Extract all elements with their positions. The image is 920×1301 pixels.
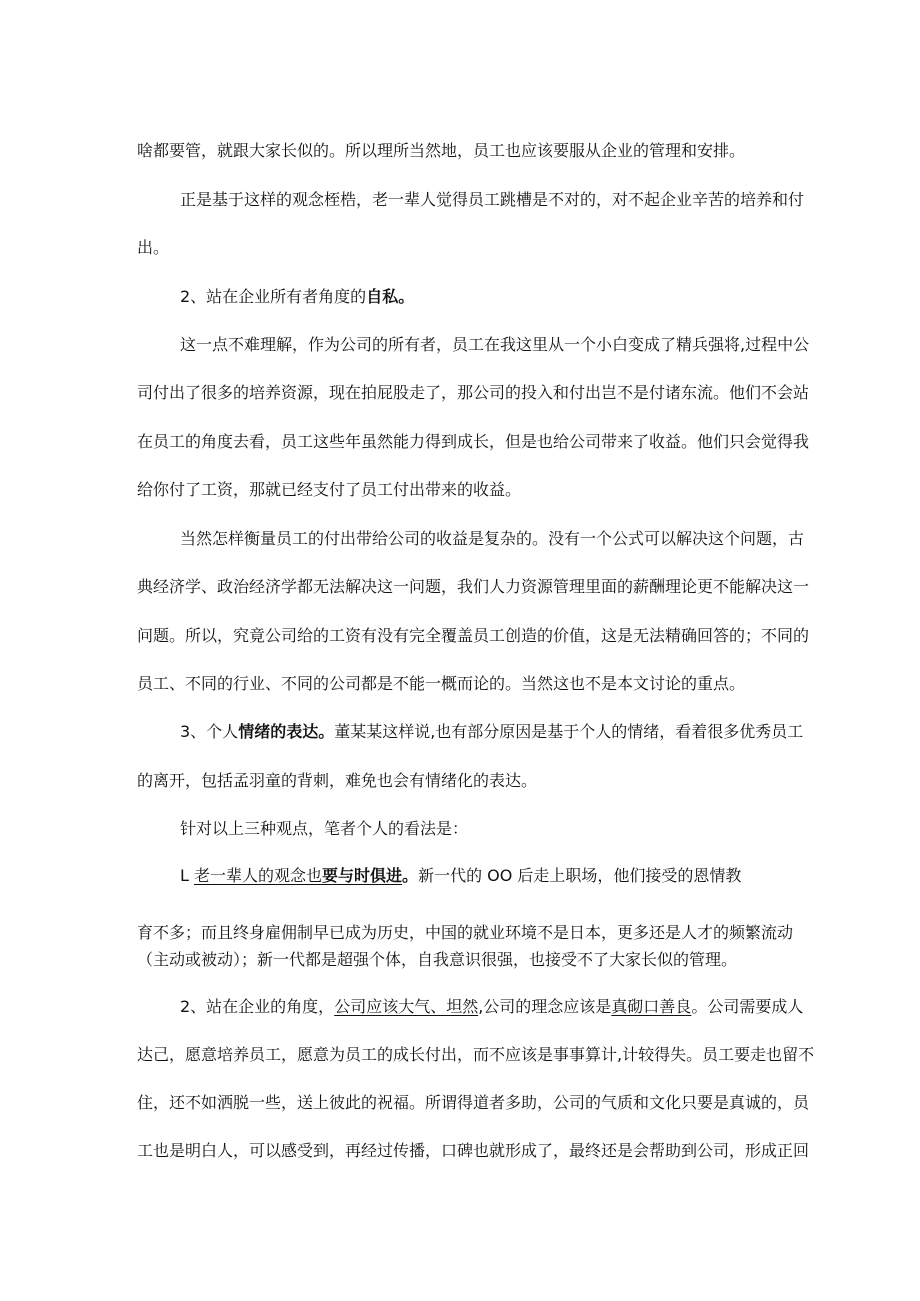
- point-2-line: [180, 997, 803, 1017]
- text-line: 工也是明白人，可以感受到，再经过传播，口碑也就形成了，最终还是会帮助到公司，形成正回: [137, 1141, 810, 1160]
- heading-bold-text: 情绪的表达。: [238, 722, 335, 741]
- underlined-text: 真砌口善良: [611, 997, 692, 1016]
- text-line: 啥都要管，就跟大家长似的。所以理所当然地，员工也应该要服从企业的管理和安排。: [137, 141, 746, 160]
- point-2-text: 2、站在企业的角度，: [180, 997, 335, 1016]
- text-line: 当然怎样衡量员工的付出带给公司的收益是复杂的。没有一个公式可以解决这个问题，古: [180, 529, 805, 548]
- text-line: 育不多；而且终身雇佣制早已成为历史，中国的就业环境不是日本，更多还是人才的频繁流动: [137, 923, 794, 942]
- underlined-text: 公司应该大气、坦然: [334, 997, 479, 1016]
- section-heading-3: [180, 722, 803, 742]
- point-1-number: L: [180, 866, 189, 885]
- text-line: 司付出了很多的培养资源，现在拍屁股走了，那公司的投入和付出岂不是付诸东流。他们不会站: [137, 383, 810, 402]
- text-line: 出。: [137, 238, 170, 257]
- heading-bold-text: 自私。: [366, 287, 415, 306]
- underlined-text: 老一辈人的观念也: [194, 866, 323, 885]
- point-2-text: ,公司的理念应该是: [478, 997, 612, 1016]
- point-1-line: [180, 866, 741, 886]
- point-2-text: 。公司需要成人: [691, 997, 804, 1016]
- text-line: 住，还不如洒脱一些，送上彼此的祝福。所谓得道者多助，公司的气质和文化只要是真诚的，员: [137, 1093, 810, 1112]
- text-line: 员工、不同的行业、不同的公司都是不能一概而论的。当然这也不是本文讨论的重点。: [137, 674, 746, 693]
- text-line: 在员工的角度去看，员工这些年虽然能力得到成长，但是也给公司带来了收益。他们只会觉得我: [137, 432, 810, 451]
- heading-rest-text: 董某某这样说,也有部分原因是基于个人的情绪，看着很多优秀员工: [334, 722, 804, 741]
- underlined-bold-text: 要与时俱进: [322, 866, 403, 885]
- heading-text: 3、个人: [180, 722, 239, 741]
- point-1-rest-text: 新一代的 OO 后走上职场，他们接受的恩情教: [418, 866, 742, 885]
- text-line: 正是基于这样的观念桎梏，老一辈人觉得员工跳槽是不对的，对不起企业辛苦的培养和付: [180, 190, 805, 209]
- text-line: （主动或被动）；新一代都是超强个体，自我意识很强，也接受不了大家长似的管理。: [137, 950, 738, 969]
- text-line: 给你付了工资，那就已经支付了员工付出带来的收益。: [137, 480, 522, 499]
- heading-text: 2、站在企业所有者角度的: [180, 287, 367, 306]
- text-line: 达己，愿意培养员工，愿意为员工的成长付出，而不应该是事事算计,计较得失。员工要走也留不: [137, 1045, 815, 1064]
- text-line: 这一点不难理解，作为公司的所有者，员工在我这里从一个小白变成了精兵强将,过程中公: [180, 335, 810, 354]
- text-line: 典经济学、政治经济学都无法解决这一问题，我们人力资源管理里面的薪酬理论更不能解决这一: [137, 577, 810, 596]
- text-line: 的离开，包括孟羽童的背刺，难免也会有情绪化的表达。: [137, 771, 538, 790]
- section-heading-2: [180, 287, 414, 307]
- bold-period: 。: [402, 866, 419, 885]
- text-line: 问题。所以，究竟公司给的工资有没有完全覆盖员工创造的价值，这是无法精确回答的；不同的: [137, 626, 810, 645]
- text-line: 针对以上三种观点，笔者个人的看法是：: [180, 819, 469, 838]
